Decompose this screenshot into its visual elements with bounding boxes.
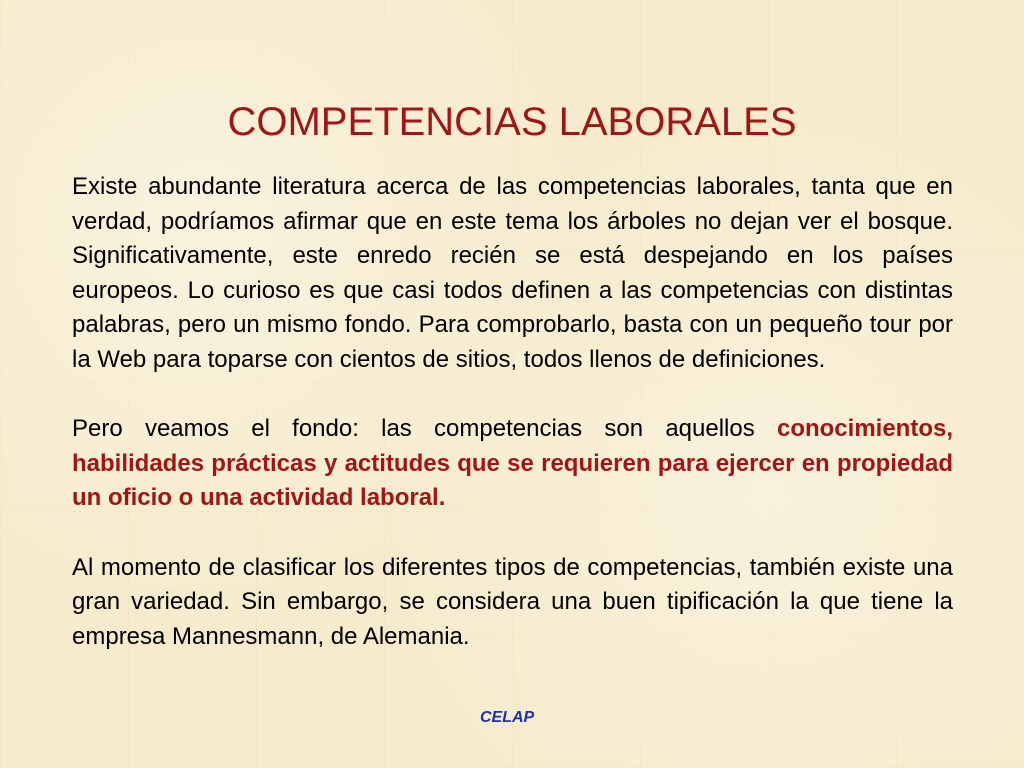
paragraph-definicion — [72, 412, 953, 516]
slide-title: COMPETENCIAS LABORALES — [227, 100, 797, 144]
definicion-highlight: conocimientos, habilidades prácticas y actitudes que se requieren para ejercer en propiedad un oficio o una actividad laboral. — [72, 415, 953, 511]
footer-celap: CELAP — [480, 709, 535, 726]
paragraph-literatura: Existe abundante literatura acerca de las competencias laborales, tanta que en verdad, podríamos afirmar que en este tema los árboles no dejan ver el bosque. Significativamente, este enredo recién se está despejando en los países europeos. Lo curioso es que casi todos definen a las competencias con distintas palabras, pero un mismo fondo. Para comprobarlo, basta con un pequeño tour por la Web para toparse con cientos de sitios, todos llenos de definiciones. — [72, 173, 953, 373]
paragraph-clasificacion: Al momento de clasificar los diferentes tipos de competencias, también existe una gran variedad. Sin embargo, se considera una buen tipificación la que tiene la empresa Mannesmann, de Alemania. — [72, 553, 953, 650]
slide-body — [72, 170, 953, 689]
definicion-intro: Pero veamos el fondo: las competencias son aquellos — [72, 415, 777, 442]
